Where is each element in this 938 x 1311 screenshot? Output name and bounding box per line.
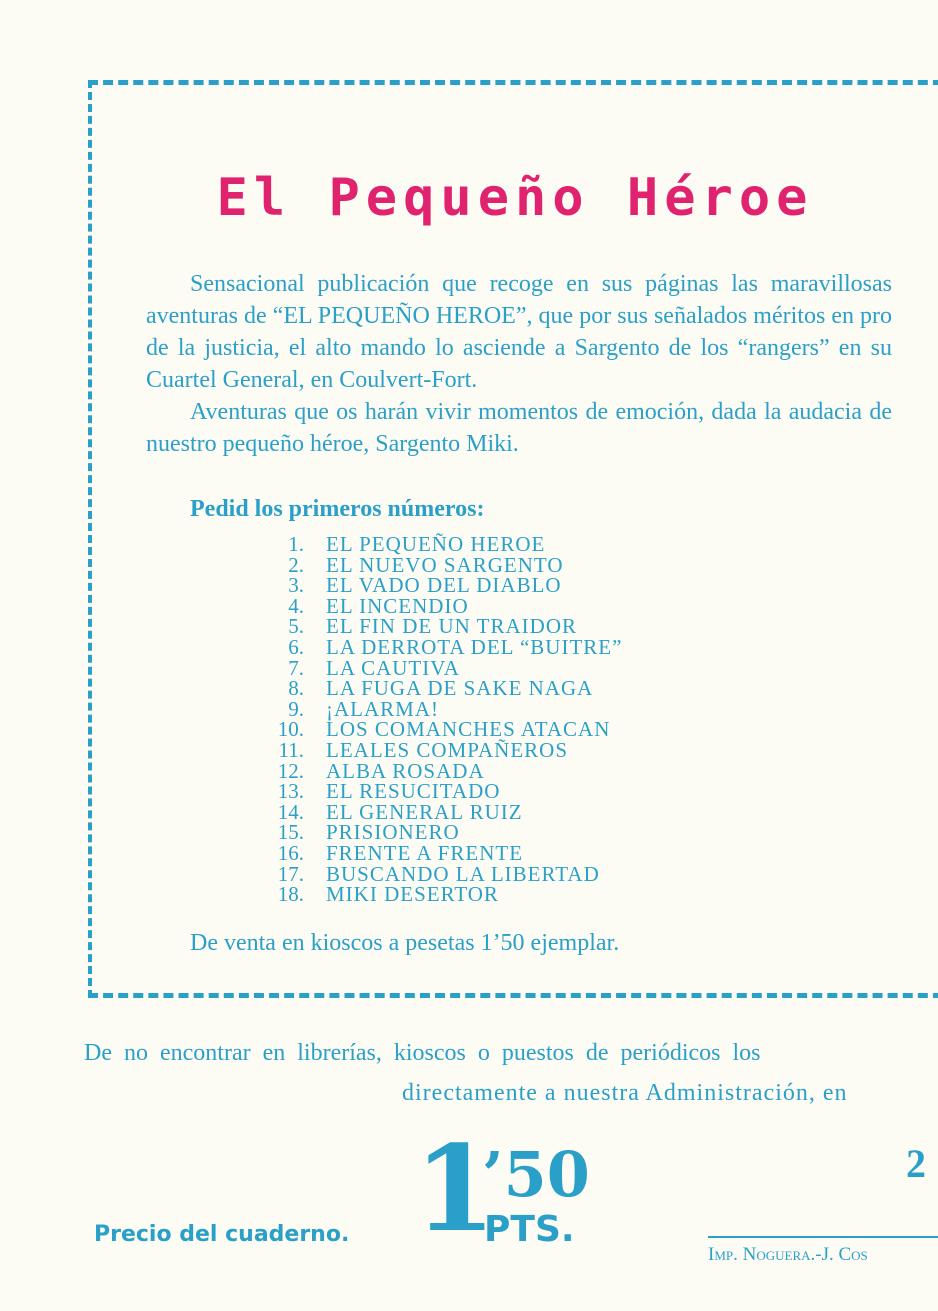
issue-title: EL VADO DEL DIABLO (326, 573, 562, 598)
list-item (262, 655, 782, 680)
notice-line-2: directamente a nuestra Administración, en (402, 1080, 848, 1106)
issue-title: EL PEQUEÑO HEROE (326, 532, 546, 556)
list-item (262, 884, 782, 905)
page-title: El Pequeño Héroe (216, 168, 814, 228)
issue-title: ¡ALARMA! (326, 696, 439, 721)
issue-number: 18. (277, 882, 304, 907)
issue-number: 14. (277, 799, 304, 824)
issue-title: EL FIN DE UN TRAIDOR (326, 614, 577, 639)
list-item (262, 616, 782, 637)
issue-number: 4. (288, 593, 304, 618)
imprint-rule (708, 1236, 938, 1238)
list-item (262, 861, 782, 886)
issue-title: LA DERROTA DEL “BUITRE” (326, 634, 623, 659)
issue-number: 9. (288, 696, 304, 721)
issue-title: ALBA ROSADA (326, 758, 485, 783)
issue-title: LA FUGA DE SAKE NAGA (326, 676, 594, 701)
list-item (262, 534, 782, 555)
list-item (262, 575, 782, 596)
issue-title: LEALES COMPAÑEROS (326, 737, 569, 762)
issue-number: 3. (288, 573, 304, 598)
list-item (262, 758, 782, 783)
list-item (262, 737, 782, 762)
list-heading: Pedid los primeros números: (190, 496, 485, 522)
issue-title: EL NUEVO SARGENTO (326, 552, 564, 577)
issue-number: 7. (288, 655, 304, 680)
issue-title: LOS COMANCHES ATACAN (326, 717, 611, 742)
issue-number: 11. (278, 737, 304, 762)
intro-paragraph-1: Sensacional publicación que recoge en sus páginas las maravillosas aventuras de “EL PEQUEÑO HEROE”, que por sus señalados méritos en pro de la justicia, el alto mando lo asciende a Sargento de los “rangers” en su Cuartel General, en Coulvert-Fort. (146, 271, 892, 393)
notice-line-1: De no encontrar en librerías, kioscos o puestos de periódicos los (84, 1040, 761, 1066)
issue-title: EL RESUCITADO (326, 779, 501, 804)
issue-number: 15. (277, 820, 304, 845)
list-item (262, 799, 782, 824)
issue-number: 5. (288, 614, 304, 639)
issue-number: 17. (277, 861, 304, 886)
list-item (262, 634, 782, 659)
issue-title: EL GENERAL RUIZ (326, 799, 523, 824)
imprint: Imp. Noguera.-J. Cos (708, 1244, 868, 1265)
list-item (262, 822, 782, 843)
list-item (262, 552, 782, 577)
list-item (262, 678, 782, 699)
intro-paragraph-2: Aventuras que os harán vivir momentos de emoción, dada la audacia de nuestro pequeño héroe, Sargento Miki. (146, 399, 892, 457)
issue-title: MIKI DESERTOR (326, 882, 499, 907)
price-label: Precio del cuaderno. (94, 1222, 350, 1247)
issue-title: FRENTE A FRENTE (326, 840, 524, 865)
intro-text (146, 268, 892, 460)
list-item (262, 696, 782, 721)
issue-number: 2. (288, 552, 304, 577)
issue-title: EL INCENDIO (326, 593, 469, 618)
list-item (262, 781, 782, 802)
price-whole: 1 (414, 1119, 497, 1258)
issue-number: 8. (288, 676, 304, 701)
issue-number: 12. (277, 758, 304, 783)
issue-title: PRISIONERO (326, 820, 460, 845)
sale-note: De venta en kioscos a pesetas 1’50 ejemplar. (190, 930, 620, 956)
list-item (262, 719, 782, 740)
issue-number: 16. (277, 840, 304, 865)
issue-number: 1. (288, 532, 304, 556)
issue-title: LA CAUTIVA (326, 655, 460, 680)
issue-title: BUSCANDO LA LIBERTAD (326, 861, 600, 886)
list-item (262, 593, 782, 618)
price-unit: PTS. (484, 1209, 575, 1250)
issue-list (262, 534, 782, 905)
issue-number: 13. (277, 779, 304, 804)
page-number: 2 (906, 1141, 926, 1186)
price-decimal: ’50 (482, 1138, 590, 1211)
list-item (262, 840, 782, 865)
issue-number: 10. (277, 717, 304, 742)
issue-number: 6. (288, 634, 304, 659)
